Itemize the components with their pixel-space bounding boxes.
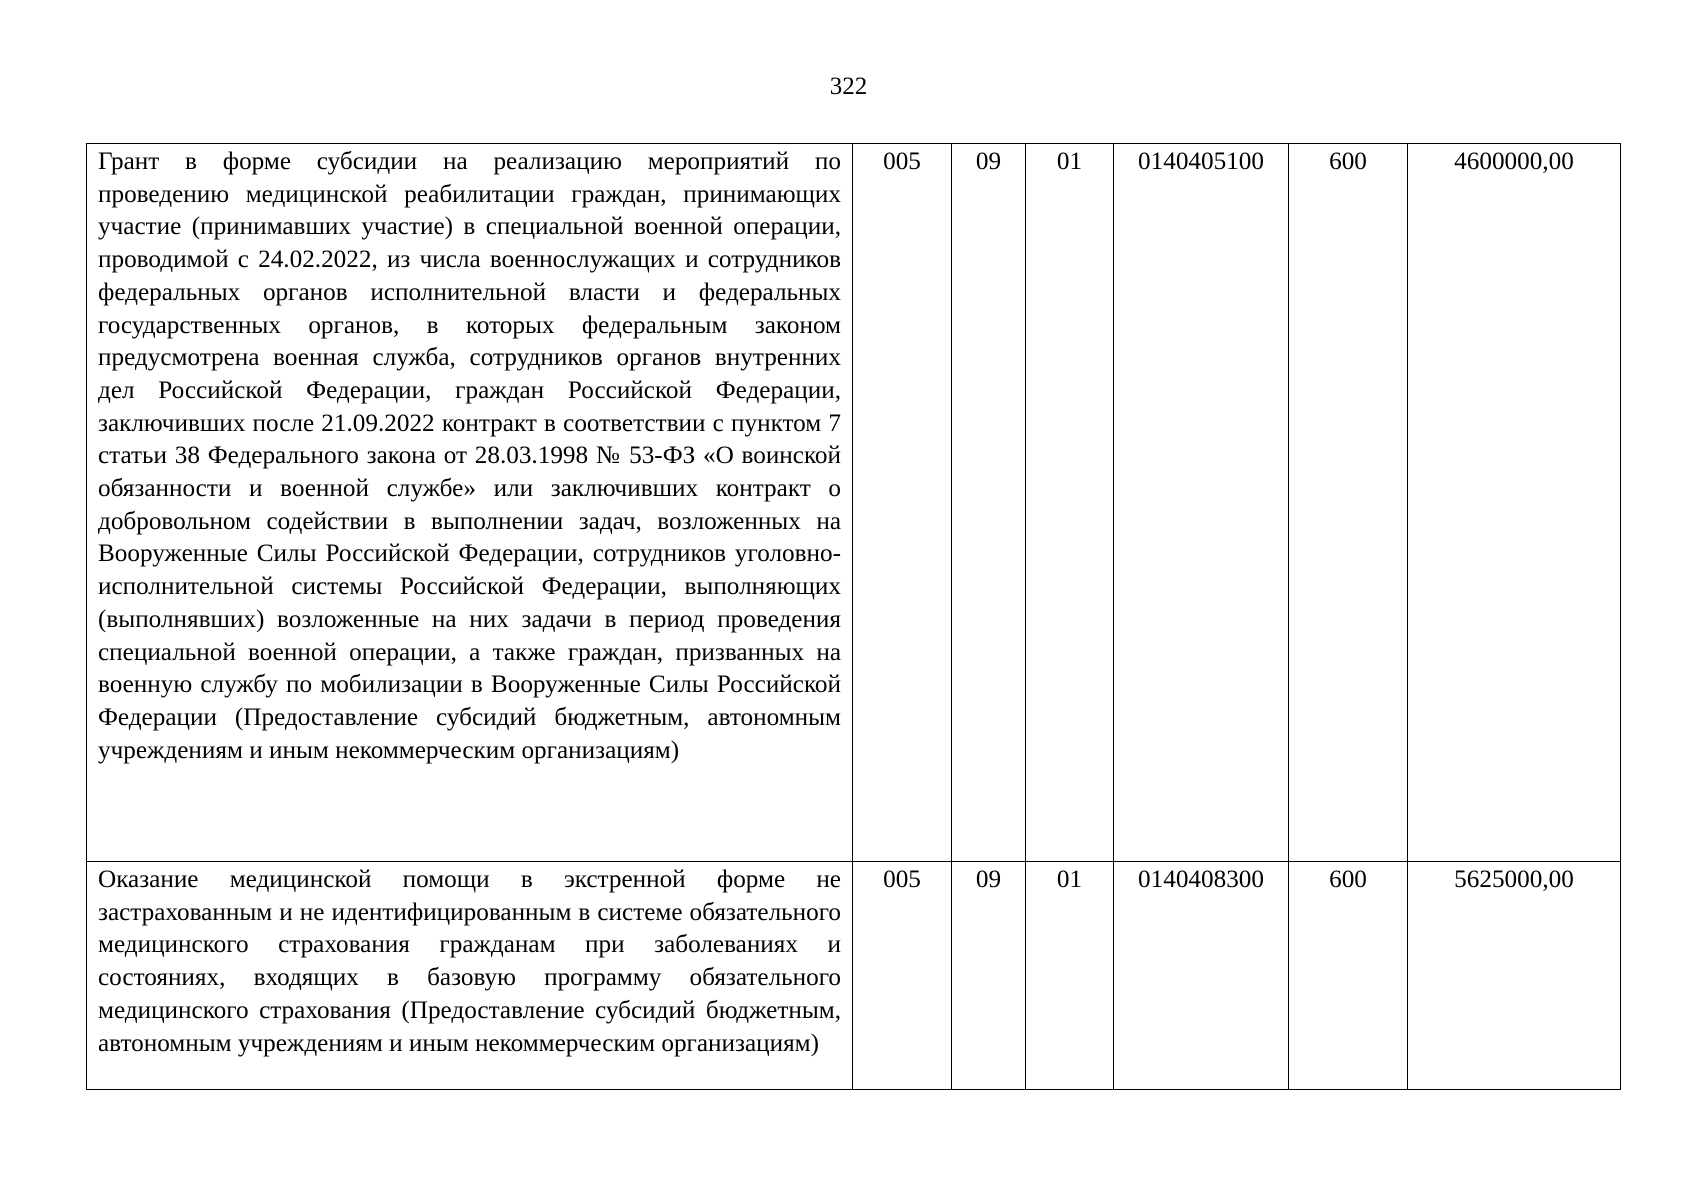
expense-type-code: 600 xyxy=(1289,862,1408,1090)
row-description: Грант в форме субсидии на реализацию мероприятий по проведению медицинской реабилитации граждан, принимающих участие (принимавших участие) в специальной военной операции, проводимой с 24.02.2022, из числа военнослужащих и сотрудников федеральных органов исполнительной власти и федеральных государственных органов, в которых федеральным законом предусмотрена военная служба, сотрудников органов внутренних дел Российской Федерации, граждан Российской Федерации, заключивших после 21.09.2022 контракт в соответствии с пунктом 7 статьи 38 Федерального закона от 28.03.1998 № 53-ФЗ «О воинской обязанности и военной службе» или заключивших контракт о добровольном содействии в выполнении задач, возложенных на Вооруженные Силы Российской Федерации, сотрудников уголовно-исполнительной системы Российской Федерации, выполняющих (выполнявших) возложенные на них задачи в период проведения специальной военной операции, а также граждан, призванных на военную службу по мобилизации в Вооруженные Силы Российской Федерации (Предоставление субсидий бюджетным, автономным учреждениям и иным некоммерческим организациям) xyxy=(87,144,853,862)
amount-value: 4600000,00 xyxy=(1408,144,1621,862)
table-row xyxy=(87,862,1621,1090)
section-code: 09 xyxy=(952,144,1026,862)
amount-value: 5625000,00 xyxy=(1408,862,1621,1090)
row-description: Оказание медицинской помощи в экстренной форме не застрахованным и не идентифицированным в системе обязательного медицинского страхования гражданам при заболеваниях и состояниях, входящих в базовую программу обязательного медицинского страхования (Предоставление субсидий бюджетным, автономным учреждениям и иным некоммерческим организациям) xyxy=(87,862,853,1090)
ministry-code: 005 xyxy=(853,862,952,1090)
section-code: 09 xyxy=(952,862,1026,1090)
target-article-code: 0140405100 xyxy=(1114,144,1289,862)
page-number: 322 xyxy=(829,73,868,100)
target-article-code: 0140408300 xyxy=(1114,862,1289,1090)
ministry-code: 005 xyxy=(853,144,952,862)
subsection-code: 01 xyxy=(1026,144,1114,862)
subsection-code: 01 xyxy=(1026,862,1114,1090)
table-row xyxy=(87,144,1621,862)
budget-table xyxy=(86,143,1621,1090)
expense-type-code: 600 xyxy=(1289,144,1408,862)
